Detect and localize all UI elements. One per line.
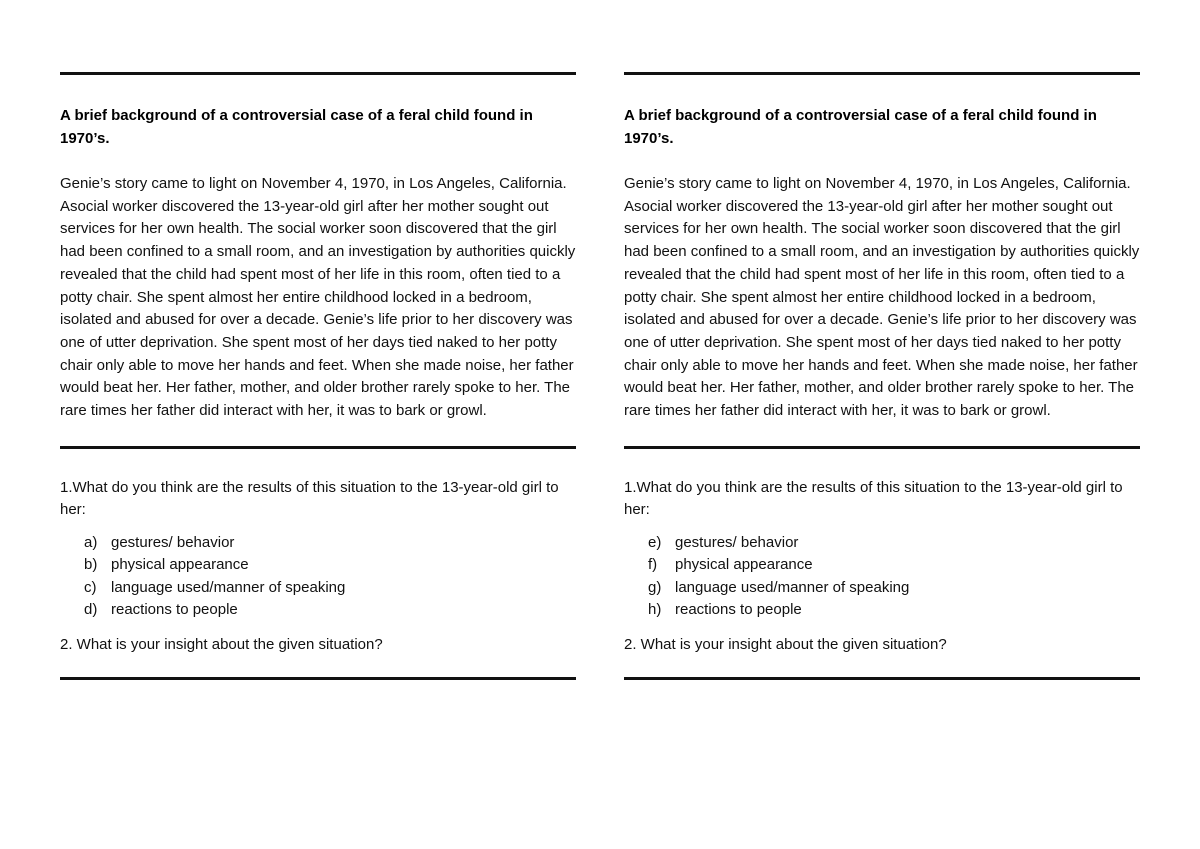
option-letter: a) [84, 533, 98, 551]
option-item [60, 554, 576, 577]
option-list [624, 532, 1140, 622]
option-letter: g) [648, 578, 662, 596]
option-letter: e) [648, 533, 662, 551]
story-paragraph: Genie’s story came to light on November 4, 1970, in Los Angeles, California. Asocial worker discovered the 13-year-old girl after her mother sought out services for her own health. The social worker soon discovered that the girl had been confined to a small room, and an investigation by authorities quickly revealed that the child had spent most of her life in this room, often tied to a potty chair. She spent almost her entire childhood locked in a bedroom, isolated and abused for over a decade. Genie’s life prior to her discovery was one of utter deprivation. She spent most of her days tied naked to her potty chair only able to move her hands and feet. When she made noise, her father would beat her. Her father, mother, and older brother rarely spoke to her. The rare times her father did interact with her, it was to bark or growl. [60, 175, 576, 420]
option-item [624, 577, 1140, 600]
option-text: physical appearance [675, 556, 813, 574]
option-text: language used/manner of speaking [111, 578, 346, 596]
bottom-rule [60, 677, 576, 680]
option-item [60, 599, 576, 622]
top-rule [60, 72, 576, 75]
question-1: 1.What do you think are the results of this situation to the 13-year-old girl to her: [624, 478, 1123, 519]
option-letter: c) [84, 578, 97, 596]
middle-rule [624, 446, 1140, 449]
card-title: A brief background of a controversial case of a feral child found in 1970’s. [624, 107, 1097, 147]
question-1: 1.What do you think are the results of this situation to the 13-year-old girl to her: [60, 478, 559, 519]
option-text: reactions to people [675, 601, 802, 619]
question-2: 2. What is your insight about the given situation? [624, 635, 947, 653]
option-item [624, 599, 1140, 622]
top-rule [624, 72, 1140, 75]
story-paragraph: Genie’s story came to light on November 4, 1970, in Los Angeles, California. Asocial worker discovered the 13-year-old girl after her mother sought out services for her own health. The social worker soon discovered that the girl had been confined to a small room, and an investigation by authorities quickly revealed that the child had spent most of her life in this room, often tied to a potty chair. She spent almost her entire childhood locked in a bedroom, isolated and abused for over a decade. Genie’s life prior to her discovery was one of utter deprivation. She spent most of her days tied naked to her potty chair only able to move her hands and feet. When she made noise, her father would beat her. Her father, mother, and older brother rarely spoke to her. The rare times her father did interact with her, it was to bark or growl. [624, 175, 1140, 420]
option-text: language used/manner of speaking [675, 578, 910, 596]
option-text: reactions to people [111, 601, 238, 619]
option-text: physical appearance [111, 556, 249, 574]
option-letter: d) [84, 601, 98, 619]
option-item [60, 532, 576, 555]
option-letter: f) [648, 556, 658, 574]
option-text: gestures/ behavior [675, 533, 799, 551]
worksheet-card-right [624, 72, 1140, 680]
option-item [624, 554, 1140, 577]
option-letter: h) [648, 601, 662, 619]
card-title: A brief background of a controversial case of a feral child found in 1970’s. [60, 107, 533, 147]
option-letter: b) [84, 556, 98, 574]
middle-rule [60, 446, 576, 449]
question-2: 2. What is your insight about the given situation? [60, 635, 383, 653]
option-list [60, 532, 576, 622]
option-item [624, 532, 1140, 555]
option-text: gestures/ behavior [111, 533, 235, 551]
worksheet-card-left [60, 72, 576, 680]
bottom-rule [624, 677, 1140, 680]
option-item [60, 577, 576, 600]
